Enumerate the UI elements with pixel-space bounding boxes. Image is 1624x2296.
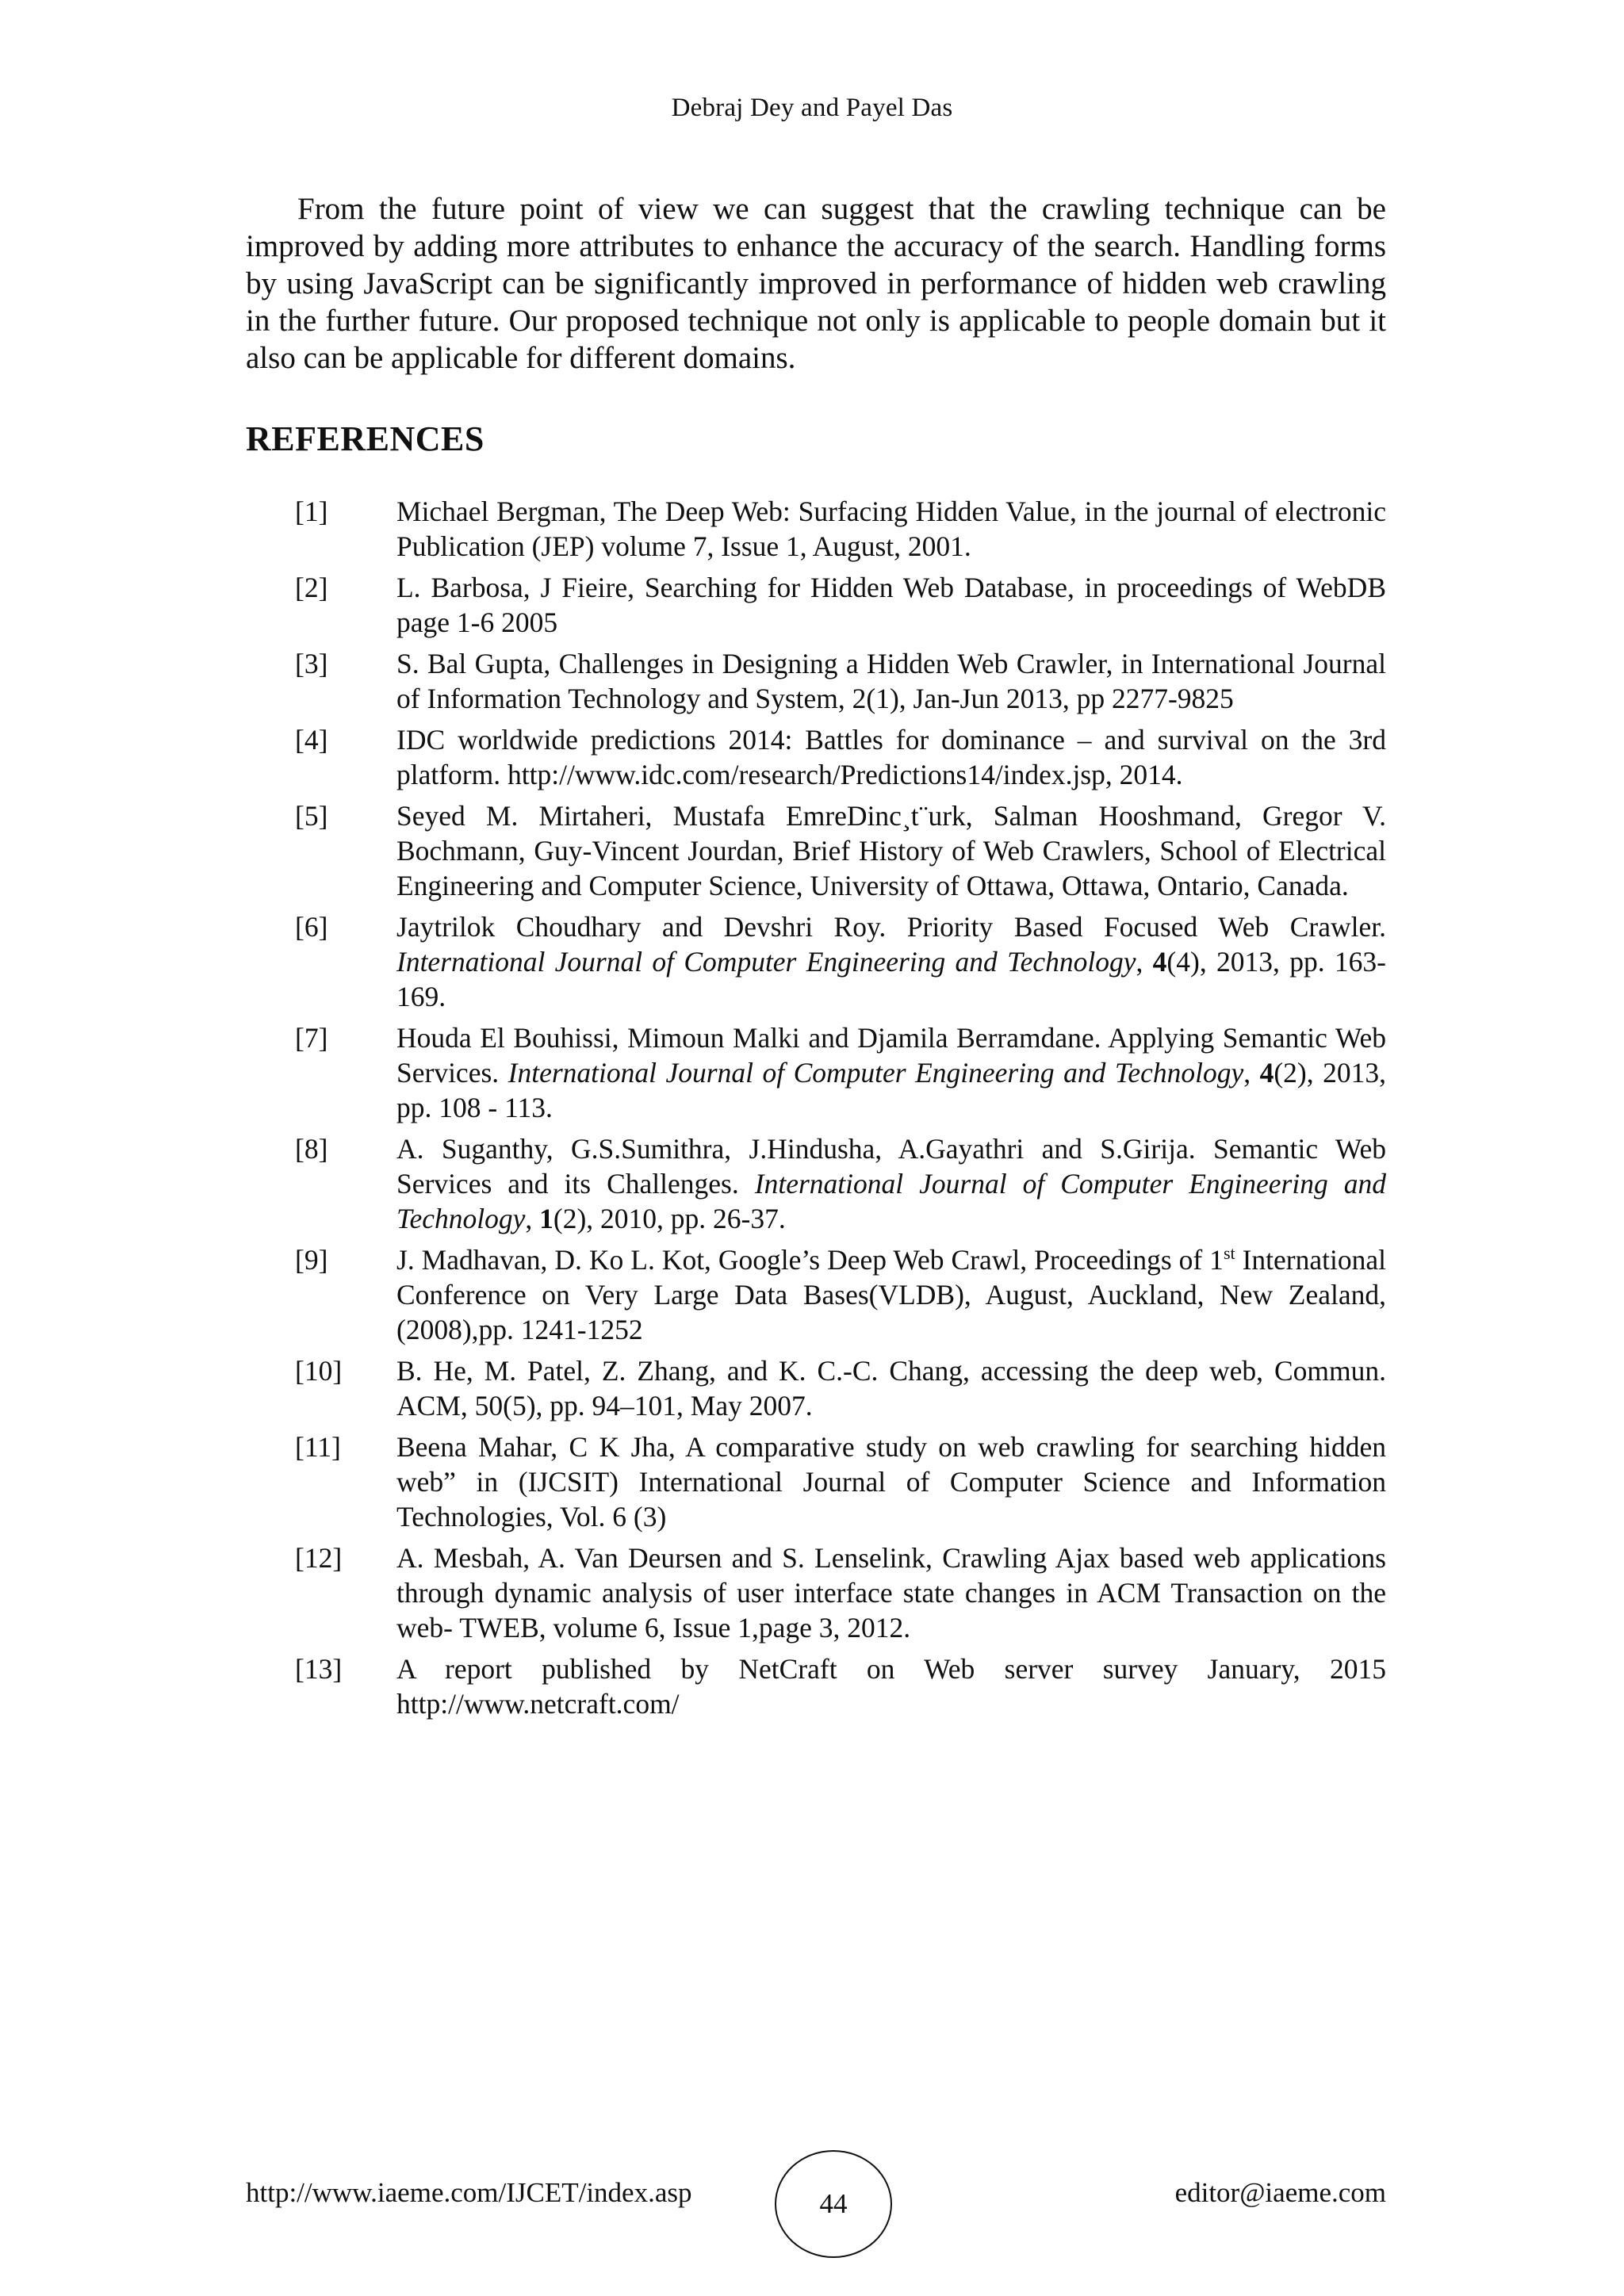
reference-text-part: B. He, M. Patel, Z. Zhang, and K. C.-C. Chang, accessing the deep web, Commun. ACM, 50(5), pp. 94–101, May 2007. <box>396 1355 1386 1422</box>
reference-text-part: , <box>1136 946 1153 978</box>
reference-text-part: 4 <box>1152 946 1167 978</box>
reference-number: [4] <box>295 724 328 756</box>
reference-text-part: International Journal of Computer Engineering and Technology <box>396 946 1136 978</box>
running-header: Debraj Dey and Payel Das <box>671 94 953 122</box>
footer-email: editor@iaeme.com <box>1174 2177 1386 2208</box>
reference-number: [8] <box>295 1133 328 1165</box>
reference-text-part: S. Bal Gupta, Challenges in Designing a Hidden Web Crawler, in International Journal of Information Technology and System, 2(1), Jan-Jun 2013, pp 2277-9825 <box>396 648 1386 714</box>
reference-text-part: , <box>525 1203 540 1234</box>
reference-number: [11] <box>295 1431 341 1463</box>
reference-text-part: Seyed M. Mirtaheri, Mustafa EmreDinc¸t¨urk, Salman Hooshmand, Gregor V. Bochmann, Guy-Vincent Jourdan, Brief History of Web Crawlers, School of Electrical Engineering and Computer Science, University of Ottawa, Ottawa, Ontario, Canada. <box>396 800 1386 901</box>
reference-number: [1] <box>295 496 328 527</box>
reference-item <box>246 909 1386 1014</box>
reference-text-part: International Journal of Computer Engineering and Technology <box>508 1057 1244 1089</box>
page-number: 44 <box>819 2188 848 2219</box>
reference-text-part: International Journal of Computer Engineering and Technology <box>396 1168 1386 1234</box>
reference-text-part: , <box>1243 1057 1260 1089</box>
reference-text-part: A. Suganthy, G.S.Sumithra, J.Hindusha, A.Gayathri and S.Girija. Semantic Web Services and its Challenges. <box>396 1133 1386 1200</box>
reference-text-part: (2), 2010, pp. 26-37. <box>553 1203 786 1234</box>
reference-list <box>246 494 1386 1728</box>
reference-number: [9] <box>295 1244 328 1276</box>
reference-text-part: IDC worldwide predictions 2014: Battles for dominance – and survival on the 3rd platform. http://www.idc.com/research/Predictions14/index.jsp, 2014. <box>396 724 1386 790</box>
reference-number: [13] <box>295 1653 343 1685</box>
reference-text-part: st <box>1223 1243 1235 1264</box>
reference-text-part: International Conference on Very Large Data Bases(VLDB), August, Auckland, New Zealand, (2008),pp. 1241-1252 <box>396 1244 1386 1345</box>
reference-text <box>396 1131 1386 1236</box>
reference-item <box>246 1429 1386 1534</box>
reference-text-part: (4), 2013, pp. 163-169. <box>396 946 1386 1012</box>
reference-item <box>246 1540 1386 1645</box>
reference-text-part: Beena Mahar, C K Jha, A comparative study on web crawling for searching hidden web” in (IJCSIT) International Journal of Computer Science and Information Technologies, Vol. 6 (3) <box>396 1431 1386 1533</box>
page-footer <box>246 2156 1386 2236</box>
reference-text <box>396 1242 1386 1347</box>
page-number-circle <box>775 2150 892 2258</box>
reference-text <box>396 494 1386 564</box>
reference-item <box>246 494 1386 564</box>
references-heading: REFERENCES <box>246 419 485 458</box>
reference-text <box>396 570 1386 640</box>
reference-text <box>396 909 1386 1014</box>
reference-item <box>246 646 1386 716</box>
reference-text <box>396 1429 1386 1534</box>
reference-item <box>246 1353 1386 1423</box>
reference-number: [7] <box>295 1022 328 1054</box>
reference-text <box>396 722 1386 792</box>
reference-text-part: L. Barbosa, J Fieire, Searching for Hidden Web Database, in proceedings of WebDB page 1-6 2005 <box>396 572 1386 638</box>
reference-text-part: A. Mesbah, A. Van Deursen and S. Lenselink, Crawling Ajax based web applications through dynamic analysis of user interface state changes in ACM Transaction on the web- TWEB, volume 6, Issue 1,page 3, 2012. <box>396 1542 1386 1644</box>
reference-number: [5] <box>295 800 328 832</box>
reference-text-part: 4 <box>1259 1057 1274 1089</box>
reference-item <box>246 1242 1386 1347</box>
reference-item <box>246 1020 1386 1125</box>
reference-text-part: Michael Bergman, The Deep Web: Surfacing Hidden Value, in the journal of electronic Publication (JEP) volume 7, Issue 1, August, 2001. <box>396 496 1386 562</box>
reference-item <box>246 1131 1386 1236</box>
reference-text-part: Houda El Bouhissi, Mimoun Malki and Djamila Berramdane. Applying Semantic Web Services. <box>396 1022 1386 1089</box>
reference-number: [10] <box>295 1355 343 1387</box>
reference-text-part: (2), 2013, pp. 108 - 113. <box>396 1057 1386 1123</box>
reference-text <box>396 1353 1386 1423</box>
reference-text <box>396 1651 1386 1721</box>
reference-text-part: J. Madhavan, D. Ko L. Kot, Google’s Deep Web Crawl, Proceedings of 1 <box>396 1244 1224 1276</box>
reference-text <box>396 1020 1386 1125</box>
reference-text <box>396 646 1386 716</box>
reference-item <box>246 1651 1386 1721</box>
reference-number: [3] <box>295 648 328 679</box>
reference-number: [6] <box>295 911 328 943</box>
reference-text <box>396 798 1386 903</box>
reference-item <box>246 798 1386 903</box>
reference-text <box>396 1540 1386 1645</box>
reference-item <box>246 722 1386 792</box>
reference-text-part: Jaytrilok Choudhary and Devshri Roy. Priority Based Focused Web Crawler. <box>396 911 1386 943</box>
reference-text-part: A report published by NetCraft on Web server survey January, 2015 http://www.netcraft.com/ <box>396 1653 1386 1720</box>
reference-number: [12] <box>295 1542 343 1574</box>
conclusion-paragraph: From the future point of view we can suggest that the crawling technique can be improved by adding more attributes to enhance the accuracy of the search. Handling forms by using JavaScript can be significantly improved in performance of hidden web crawling in the further future. Our proposed technique not only is applicable to people domain but it also can be applicable for different domains. <box>246 192 1386 375</box>
reference-text-part: 1 <box>539 1203 553 1234</box>
reference-item <box>246 570 1386 640</box>
reference-number: [2] <box>295 572 328 603</box>
footer-url: http://www.iaeme.com/IJCET/index.asp <box>246 2177 692 2208</box>
